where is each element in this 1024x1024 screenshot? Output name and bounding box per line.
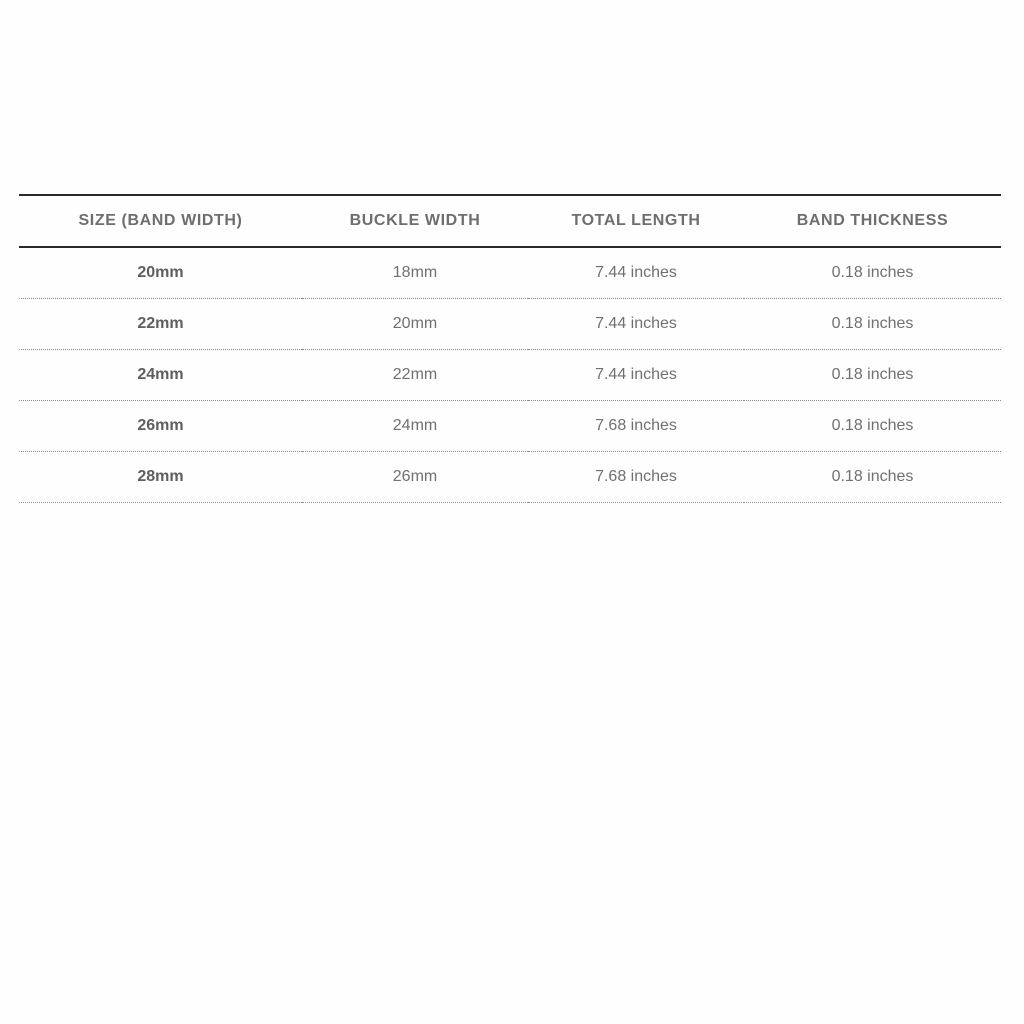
cell-buckle-width: 20mm	[302, 299, 528, 350]
cell-total-length: 7.68 inches	[528, 401, 744, 452]
table-row	[19, 401, 1001, 452]
cell-total-length: 7.44 inches	[528, 247, 744, 299]
cell-total-length: 7.44 inches	[528, 299, 744, 350]
cell-total-length: 7.44 inches	[528, 350, 744, 401]
cell-size: 28mm	[19, 452, 302, 503]
cell-buckle-width: 22mm	[302, 350, 528, 401]
header-size-band-width: SIZE (BAND WIDTH)	[78, 212, 243, 229]
header-buckle-width: BUCKLE WIDTH	[349, 212, 481, 229]
cell-total-length: 7.68 inches	[528, 452, 744, 503]
table-row	[19, 350, 1001, 401]
cell-band-thickness: 0.18 inches	[744, 299, 1001, 350]
cell-size: 22mm	[19, 299, 302, 350]
cell-band-thickness: 0.18 inches	[744, 350, 1001, 401]
cell-band-thickness: 0.18 inches	[744, 247, 1001, 299]
table-row	[19, 299, 1001, 350]
cell-size: 26mm	[19, 401, 302, 452]
header-band-thickness: BAND THICKNESS	[796, 212, 949, 229]
cell-buckle-width: 18mm	[302, 247, 528, 299]
size-chart-table	[19, 194, 1001, 503]
cell-size: 20mm	[19, 247, 302, 299]
cell-band-thickness: 0.18 inches	[744, 452, 1001, 503]
cell-buckle-width: 26mm	[302, 452, 528, 503]
table-header-row	[19, 195, 1001, 247]
table-row	[19, 452, 1001, 503]
cell-band-thickness: 0.18 inches	[744, 401, 1001, 452]
table-row	[19, 247, 1001, 299]
cell-buckle-width: 24mm	[302, 401, 528, 452]
header-total-length: TOTAL LENGTH	[571, 212, 701, 229]
cell-size: 24mm	[19, 350, 302, 401]
